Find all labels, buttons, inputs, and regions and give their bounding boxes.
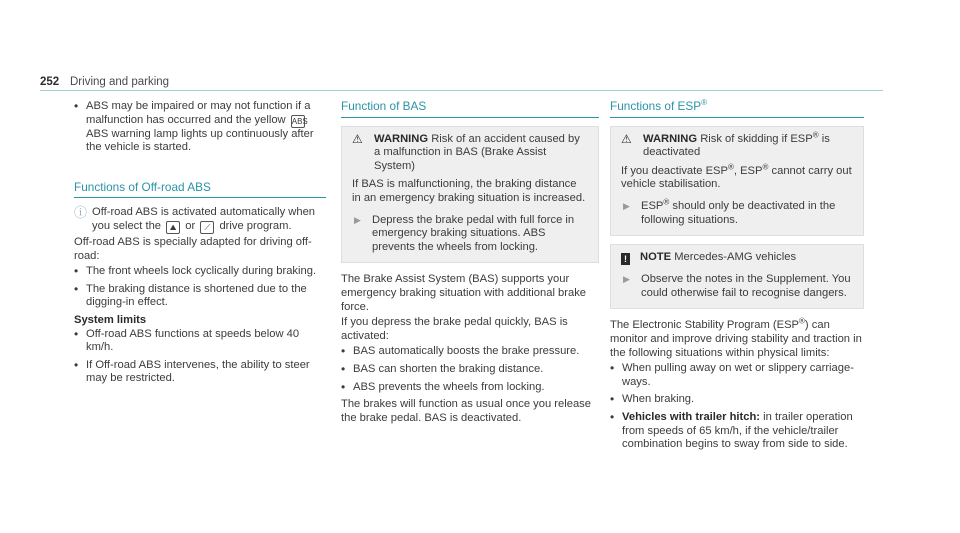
column-right xyxy=(610,100,864,456)
offroad-bullet-list xyxy=(74,265,326,310)
list-item xyxy=(74,100,326,155)
registered-mark: ® xyxy=(799,316,805,326)
warning-action-a: ESP xyxy=(641,199,664,212)
warning-action-b: should only be deactivated in the following situations. xyxy=(641,199,836,226)
warning-word: WARNING xyxy=(643,132,698,145)
warning-heading xyxy=(621,129,853,160)
incline-program-icon: ⟋ xyxy=(200,221,214,234)
note-word: NOTE xyxy=(640,251,672,264)
note-heading xyxy=(621,251,853,265)
offroad-program-icon: ⛰ xyxy=(166,221,180,234)
action-arrow-icon: ▶ xyxy=(354,214,361,225)
note-action-text: Observe the notes in the Supplement. You could otherwise fail to recognise dangers. xyxy=(641,273,851,299)
section-title-esp-text: Functions of ESP xyxy=(610,99,702,113)
list-item: • The front wheels lock cyclically during braking. xyxy=(74,265,326,279)
abs-bullet-text-cont: ABS warning lamp lights up continuously after the vehicle is started. xyxy=(86,127,314,154)
esp-para-1-a: The Electronic Stability Program (ESP xyxy=(610,319,800,332)
warning-word: WARNING xyxy=(374,132,429,145)
trailer-hitch-label: Vehicles with trailer hitch: xyxy=(622,410,761,423)
limits-bullet-list xyxy=(74,328,326,386)
section-title-bas: Function of BAS xyxy=(341,100,599,118)
warning-heading xyxy=(352,133,588,174)
list-item: • Off-road ABS functions at speeds below 40 km/h. xyxy=(74,328,326,355)
bas-bullet-list xyxy=(341,345,599,394)
warning-box-bas xyxy=(341,126,599,264)
info-icon: ⓘ xyxy=(74,205,88,221)
abs-bullet-list xyxy=(74,100,326,155)
action-arrow-icon: ▶ xyxy=(623,274,630,285)
registered-mark: ® xyxy=(762,162,769,172)
action-arrow-icon: ▶ xyxy=(623,200,630,211)
registered-mark: ® xyxy=(812,129,819,139)
warning-text-a: Risk of skidding if ESP xyxy=(700,132,813,145)
info-or: or xyxy=(185,219,196,232)
bas-para-3: The brakes will function as usual once you release the brake pedal. BAS is deactivated. xyxy=(341,398,591,424)
column-middle xyxy=(341,100,599,425)
chapter-title: Driving and parking xyxy=(70,76,170,88)
warning-body-b: , ESP xyxy=(733,164,763,177)
list-item: • The braking distance is shortened due to the digging-in effect. xyxy=(74,283,326,310)
system-limits-title: System limits xyxy=(74,313,147,326)
warning-action xyxy=(621,197,853,227)
note-box-esp xyxy=(610,244,864,309)
warning-body: If BAS is malfunctioning, the braking distance in an emergency braking situation is increased. xyxy=(352,178,586,204)
section-title-esp xyxy=(610,100,864,118)
warning-box-esp xyxy=(610,126,864,237)
header-rule xyxy=(40,90,883,91)
registered-mark: ® xyxy=(663,197,670,207)
registered-mark: ® xyxy=(701,98,708,108)
note-text: Mercedes-AMG vehicles xyxy=(674,251,797,264)
list-item: • When pulling away on wet or slippery carriage-ways. xyxy=(610,362,864,389)
abs-bullet-text: ABS may be impaired or may not function if a malfunction has occurred and the yellow xyxy=(86,100,311,126)
column-left xyxy=(74,100,326,390)
warning-text-b: is deactivated xyxy=(643,132,830,159)
warning-body xyxy=(621,162,853,192)
registered-mark: ® xyxy=(727,162,734,172)
section-title-offroad-abs: Functions of Off-road ABS xyxy=(74,181,326,199)
warning-body-c: cannot carry out vehicle stabilisation. xyxy=(621,164,852,191)
list-item: • When braking. xyxy=(610,393,864,407)
warning-action xyxy=(352,214,588,255)
list-item: • BAS can shorten the braking distance. xyxy=(341,363,599,377)
bas-para-2: If you depress the brake pedal quickly, BAS is activated: xyxy=(341,316,568,342)
warning-text: Risk of an accident caused by a malfunction in BAS (Brake Assist System) xyxy=(374,132,580,172)
note-exclamation-icon: ! xyxy=(621,253,630,265)
warning-body-a: If you deactivate ESP xyxy=(621,164,728,177)
list-item: • ABS prevents the wheels from locking. xyxy=(341,381,599,395)
esp-bullet-list xyxy=(610,362,864,452)
bas-para-1: The Brake Assist System (BAS) supports your emergency braking situation with additional brake force. xyxy=(341,273,587,313)
info-note xyxy=(74,206,326,234)
abs-warning-lamp-icon: ABS xyxy=(291,116,308,126)
trailer-hitch-text: in trailer operation from speeds of 65 km/h, if the vehicle/trailer combination begins to sway from side to side. xyxy=(622,410,853,451)
note-action xyxy=(621,273,853,300)
info-text-a: Off-road ABS is activated automatically when you select the xyxy=(92,206,316,232)
warning-action-text: Depress the brake pedal with full force in emergency braking situations. ABS prevents the wheels from locking. xyxy=(372,213,575,253)
list-item: • BAS automatically boosts the brake pressure. xyxy=(341,345,599,359)
esp-para-1-b: ) can monitor and improve driving stability and traction in the following situations within physical limits: xyxy=(610,319,862,359)
esp-para-1 xyxy=(610,316,864,360)
list-item xyxy=(610,411,864,452)
warning-triangle-icon: ⚠ xyxy=(352,131,363,146)
list-item: • If Off-road ABS intervenes, the ability to steer may be restricted. xyxy=(74,359,326,386)
page-number: 252 xyxy=(40,76,60,88)
info-text-b: drive program. xyxy=(219,219,292,232)
offroad-intro: Off-road ABS is specially adapted for driving off-road: xyxy=(74,235,312,262)
warning-triangle-icon: ⚠ xyxy=(621,131,632,146)
